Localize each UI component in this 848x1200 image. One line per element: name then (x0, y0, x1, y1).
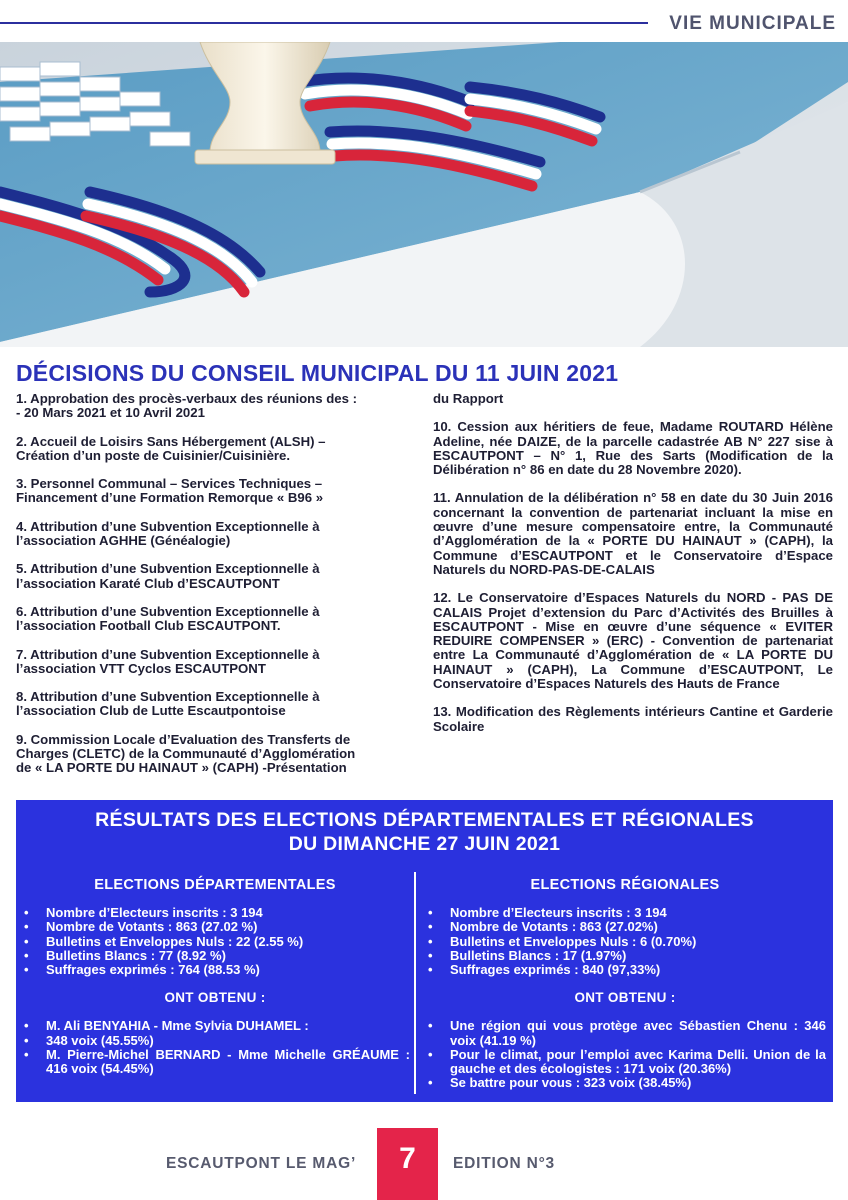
stat-item: • Bulletins Blancs : 17 (1.97%) (424, 949, 826, 963)
decision-item (16, 648, 416, 677)
decision-item (16, 562, 416, 591)
decision-item (16, 392, 416, 421)
page-title: DÉCISIONS DU CONSEIL MUNICIPAL DU 11 JUIN 2021 (16, 360, 619, 386)
results-title-line: RÉSULTATS DES ELECTIONS DÉPARTEMENTALES ET RÉGIONALES (95, 809, 754, 831)
decision-line: 2. Accueil de Loisirs Sans Hébergement (ALSH) – (16, 433, 326, 449)
departementales-heading: ELECTIONS DÉPARTEMENTALES (94, 877, 336, 893)
departementales-candidates (20, 1019, 410, 1076)
decision-line: l’association AGHHE (Généalogie) (16, 533, 231, 549)
decision-item (16, 605, 416, 634)
candidate-item: • Se battre pour vous : 323 voix (38.45%) (424, 1076, 826, 1090)
decision-line: - 20 Mars 2021 et 10 Avril 2021 (16, 405, 205, 421)
stat-item: • Bulletins Blancs : 77 (8.92 %) (20, 949, 410, 963)
decision-item (16, 733, 416, 776)
magazine-name: ESCAUTPONT LE MAG’ (166, 1155, 357, 1172)
section-label: VIE MUNICIPALE (669, 13, 836, 34)
decision-item: 11. Annulation de la délibération n° 58 en date du 30 Juin 2016 concernant la convention de partenariat incluant la mise en œuvre d’une mesure compensatoire entre, la Communauté d’Agglomération de la « PORTE DU HAINAUT » (CAPH), la Commune d’ESCAUTPONT et le Conservatoire d’Espace Naturels du NORD-PAS-DE-CALAIS (433, 490, 833, 577)
decision-line: Charges (CLETC) de la Communauté d’Agglomération (16, 746, 356, 762)
candidate-item: • Pour le climat, pour l’emploi avec Karima Delli. Union de la gauche et des écologistes : 171 voix (20.36%) (424, 1048, 826, 1076)
departementales-stats (20, 906, 410, 977)
results-title (16, 808, 833, 856)
decision-line: 4. Attribution d’une Subvention Exceptionnelle à (16, 518, 320, 534)
decision-line: l’association Karaté Club d’ESCAUTPONT (16, 575, 280, 591)
stat-item: • Suffrages exprimés : 764 (88.53 %) (20, 963, 410, 977)
candidate-item: • Une région qui vous protège avec Sébastien Chenu : 346 voix (41.19 %) (424, 1019, 826, 1047)
candidate-item: • M. Ali BENYAHIA - Mme Sylvia DUHAMEL : (20, 1019, 410, 1033)
decision-line: 8. Attribution d’une Subvention Exceptionnelle à (16, 689, 320, 705)
obtained-label: ONT OBTENU : (574, 990, 676, 1006)
stat-item: • Nombre de Votants : 863 (27.02%) (424, 920, 826, 934)
decision-item (16, 690, 416, 719)
decision-line: 6. Attribution d’une Subvention Exceptionnelle à (16, 603, 320, 619)
decision-line: 9. Commission Locale d’Evaluation des Transferts de (16, 731, 351, 747)
decision-item (16, 477, 416, 506)
regionales-stats (424, 906, 826, 977)
decision-item: 13. Modification des Règlements intérieurs Cantine et Garderie Scolaire (433, 704, 833, 734)
decision-line: 1. Approbation des procès-verbaux des réunions des : (16, 391, 358, 406)
header-rule (0, 22, 648, 24)
decision-line: l’association VTT Cyclos ESCAUTPONT (16, 660, 266, 676)
election-results-panel (16, 800, 833, 1102)
decision-line: Création d’un poste de Cuisinier/Cuisinière. (16, 447, 291, 463)
decision-line: l’association Football Club ESCAUTPONT. (16, 618, 281, 634)
decision-continuation: du Rapport (433, 391, 504, 406)
candidate-item: • M. Pierre-Michel BERNARD - Mme Michelle GRÉAUME : 416 voix (54.45%) (20, 1048, 410, 1076)
decision-line: de « LA PORTE DU HAINAUT » (CAPH) -Présentation (16, 760, 347, 776)
stat-item: • Suffrages exprimés : 840 (97,33%) (424, 963, 826, 977)
stat-item: • Nombre d’Electeurs inscrits : 3 194 (424, 906, 826, 920)
decisions-right-column (433, 392, 833, 748)
regionales-column (424, 878, 826, 1090)
stat-item: • Bulletins et Enveloppes Nuls : 22 (2.55 %) (20, 935, 410, 949)
departementales-column (20, 878, 410, 1076)
stat-item: • Nombre d’Electeurs inscrits : 3 194 (20, 906, 410, 920)
page-number: 7 (399, 1142, 416, 1175)
decision-line: 3. Personnel Communal – Services Techniques – (16, 476, 323, 492)
edition-label: EDITION N°3 (453, 1155, 555, 1172)
regionales-heading: ELECTIONS RÉGIONALES (530, 877, 720, 893)
regionales-candidates (424, 1019, 826, 1090)
obtained-label: ONT OBTENU : (164, 990, 266, 1006)
decision-item: 12. Le Conservatoire d’Espaces Naturels du NORD - PAS DE CALAIS Projet d’extension du Parc d’Activités des Bruilles à ESCAUTPONT - Mise en œuvre d’une séquence « EVITER REDUIRE COMPENSER » (ERC) - Convention de partenariat entre La Communauté d’Agglomération de « LA PORTE DU HAINAUT » (CAPH), La Commune d’ESCAUTPONT, Le Conservatoire d’Espaces Naturels des Hauts de France (433, 590, 833, 692)
stat-item: • Nombre de Votants : 863 (27.02 %) (20, 920, 410, 934)
decision-item (16, 520, 416, 549)
candidate-item: • 348 voix (45.55%) (20, 1034, 410, 1048)
decision-line: 7. Attribution d’une Subvention Exceptionnelle à (16, 646, 320, 662)
decisions-left-column (16, 392, 416, 790)
decision-line: Financement d’une Formation Remorque « B96 » (16, 490, 324, 506)
stat-item: • Bulletins et Enveloppes Nuls : 6 (0.70%) (424, 935, 826, 949)
header-photo (0, 42, 848, 347)
decision-line: l’association Club de Lutte Escautpontoise (16, 703, 286, 719)
decision-item: 10. Cession aux héritiers de feue, Madame ROUTARD Hélène Adeline, née DAIZE, de la parcelle cadastrée AB N° 227 sise à ESCAUTPONT – N° 1, Rue des Sarts (Modification de la Délibération n° 86 en date du 28 Novembre 2020). (433, 419, 833, 478)
page-number-box (377, 1128, 438, 1200)
results-title-line: DU DIMANCHE 27 JUIN 2021 (288, 833, 561, 855)
results-divider (414, 872, 416, 1094)
decision-item (16, 435, 416, 464)
decision-line: 5. Attribution d’une Subvention Exceptionnelle à (16, 561, 320, 577)
